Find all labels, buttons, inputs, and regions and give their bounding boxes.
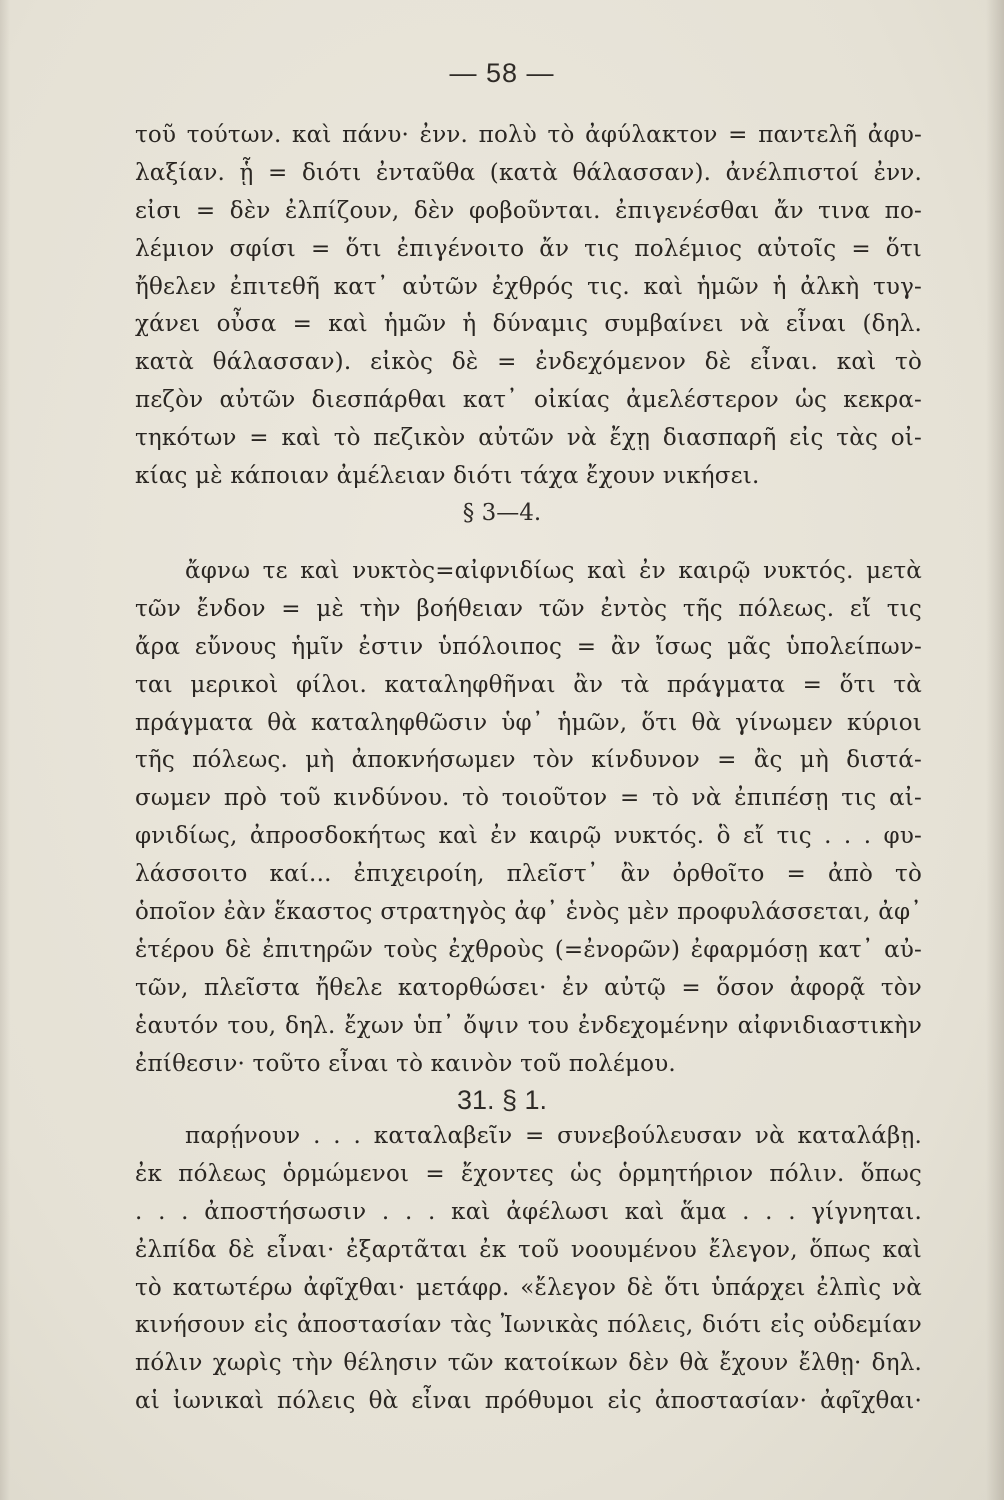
text-line: ἄφνω τε καὶ νυκτὸς=αἰφνιδίως καὶ ἐν καιρῷ νυκτός. μετὰ xyxy=(185,558,922,584)
chapter-heading: 31. § 1. xyxy=(456,1085,548,1115)
text-line: σωμεν πρὸ τοῦ κινδύνου. τὸ τοιοῦτον = τὸ νὰ ἐπιπέσῃ τις αἰ- xyxy=(135,785,922,812)
text-line: ἑτέρου δὲ ἐπιτηρῶν τοὺς ἐχθροὺς (=ἐνορῶν) ἐφαρμόσῃ κατ᾿ αὐ- xyxy=(135,936,922,963)
text-line: κατὰ θάλασσαν). εἰκὸς δὲ = ἐνδεχόμενον δὲ εἶναι. καὶ τὸ xyxy=(135,349,922,376)
text-line: τὸ κατωτέρω ἀφῖχθαι· μετάφρ. «ἔλεγον δὲ ὅτι ὑπάρχει ἐλπὶς νὰ xyxy=(135,1274,922,1301)
text-line: πράγματα θὰ καταληφθῶσιν ὑφ᾿ ἡμῶν, ὅτι θὰ γίνωμεν κύριοι xyxy=(135,709,922,736)
text-line: παρῄνουν . . . καταλαβεῖν = συνεβούλευσαν νὰ καταλάβῃ. xyxy=(185,1123,922,1149)
page-number: — 58 — xyxy=(449,58,555,88)
text-line: κινήσουν εἰς ἀποστασίαν τὰς Ἰωνικὰς πόλεις, διότι εἰς οὐδεμίαν xyxy=(135,1312,922,1339)
page-gutter-shadow xyxy=(0,0,10,1500)
text-line: κίας μὲ κάποιαν ἀμέλειαν διότι τάχα ἔχουν νικήσει. xyxy=(135,463,760,490)
page-edge-shadow xyxy=(986,0,1004,1500)
section-heading: § 3—4. xyxy=(462,500,542,526)
text-line: φνιδίως, ἀπροσδοκήτως καὶ ἐν καιρῷ νυκτός. ὃ εἴ τις . . . φυ- xyxy=(135,823,922,850)
text-line: τοῦ τούτων. καὶ πάνυ· ἐνν. πολὺ τὸ ἀφύλακτον = παντελῆ ἀφυ- xyxy=(135,122,922,148)
text-line: λάσσοιτο καί... ἐπιχειροίη, πλεῖστ᾿ ἂν ὀρθοῖτο = ἀπὸ τὸ xyxy=(135,861,922,888)
text-line: λαξίαν. ᾗ = διότι ἐνταῦθα (κατὰ θάλασσαν). ἀνέλπιστοί ἐνν. xyxy=(135,159,922,186)
text-line: τῆς πόλεως. μὴ ἀποκνήσωμεν τὸν κίνδυνον = ἂς μὴ διστά- xyxy=(135,747,922,774)
text-line: λέμιον σφίσι = ὅτι ἐπιγένοιτο ἄν τις πολέμιος αὐτοῖς = ὅτι xyxy=(135,235,922,262)
text-line: τῶν, πλεῖστα ἤθελε κατορθώσει· ἐν αὐτῷ = ὅσον ἀφορᾷ τὸν xyxy=(135,974,922,1001)
commentary-block-1 xyxy=(135,117,922,496)
text-line: ἐλπίδα δὲ εἶναι· ἐξαρτᾶται ἐκ τοῦ νοουμένου ἔλεγον, ὅπως καὶ xyxy=(135,1236,922,1263)
text-line: χάνει οὖσα = καὶ ἡμῶν ἡ δύναμις συμβαίνει νὰ εἶναι (δηλ. xyxy=(135,311,922,338)
text-line: τηκότων = καὶ τὸ πεζικὸν αὐτῶν νὰ ἔχῃ διασπαρῆ εἰς τὰς οἰ- xyxy=(135,425,922,452)
text-line: ἑαυτόν του, δηλ. ἔχων ὑπ᾿ ὄψιν του ἐνδεχομένην αἰφνιδιαστικὴν xyxy=(135,1012,922,1039)
text-line: ἤθελεν ἐπιτεθῆ κατ᾿ αὐτῶν ἐχθρός τις. καὶ ἡμῶν ἡ ἀλκὴ τυγ- xyxy=(135,273,922,300)
text-line: εἰσι = δὲν ἐλπίζουν, δὲν φοβοῦνται. ἐπιγενέσθαι ἄν τινα πο- xyxy=(135,197,922,224)
text-line: ἄρα εὔνους ἡμῖν ἐστιν ὑπόλοιπος = ἂν ἴσως μᾶς ὑπολείπων- xyxy=(135,633,922,660)
text-line: πεζὸν αὐτῶν διεσπάρθαι κατ᾿ οἰκίας ἀμελέστερον ὡς κεκρα- xyxy=(135,387,922,414)
text-line: ὁποῖον ἐὰν ἕκαστος στρατηγὸς ἀφ᾿ ἑνὸς μὲν προφυλάσσεται, ἀφ᾿ xyxy=(135,899,922,926)
text-line: ἐκ πόλεως ὁρμώμενοι = ἔχοντες ὡς ὁρμητήριον πόλιν. ὅπως xyxy=(135,1160,922,1187)
text-line: ἐπίθεσιν· τοῦτο εἶναι τὸ καινὸν τοῦ πολέμου. xyxy=(135,1050,676,1077)
commentary-block-2 xyxy=(135,553,922,1083)
text-line: ται μερικοὶ φίλοι. καταληφθῆναι ἂν τὰ πράγματα = ὅτι τὰ xyxy=(135,671,922,698)
text-line: αἱ ἰωνικαὶ πόλεις θὰ εἶναι πρόθυμοι εἰς ἀποστασίαν· ἀφῖχθαι· xyxy=(135,1388,922,1415)
text-line: . . . ἀποστήσωσιν . . . καὶ ἀφέλωσι καὶ ἅμα . . . γίγνηται. xyxy=(135,1198,922,1225)
text-line: τῶν ἔνδον = μὲ τὴν βοήθειαν τῶν ἐντὸς τῆς πόλεως. εἴ τις xyxy=(135,595,922,622)
text-line: πόλιν χωρὶς τὴν θέλησιν τῶν κατοίκων δὲν θὰ ἔχουν ἔλθῃ· δηλ. xyxy=(135,1350,922,1377)
commentary-block-3 xyxy=(135,1118,922,1421)
